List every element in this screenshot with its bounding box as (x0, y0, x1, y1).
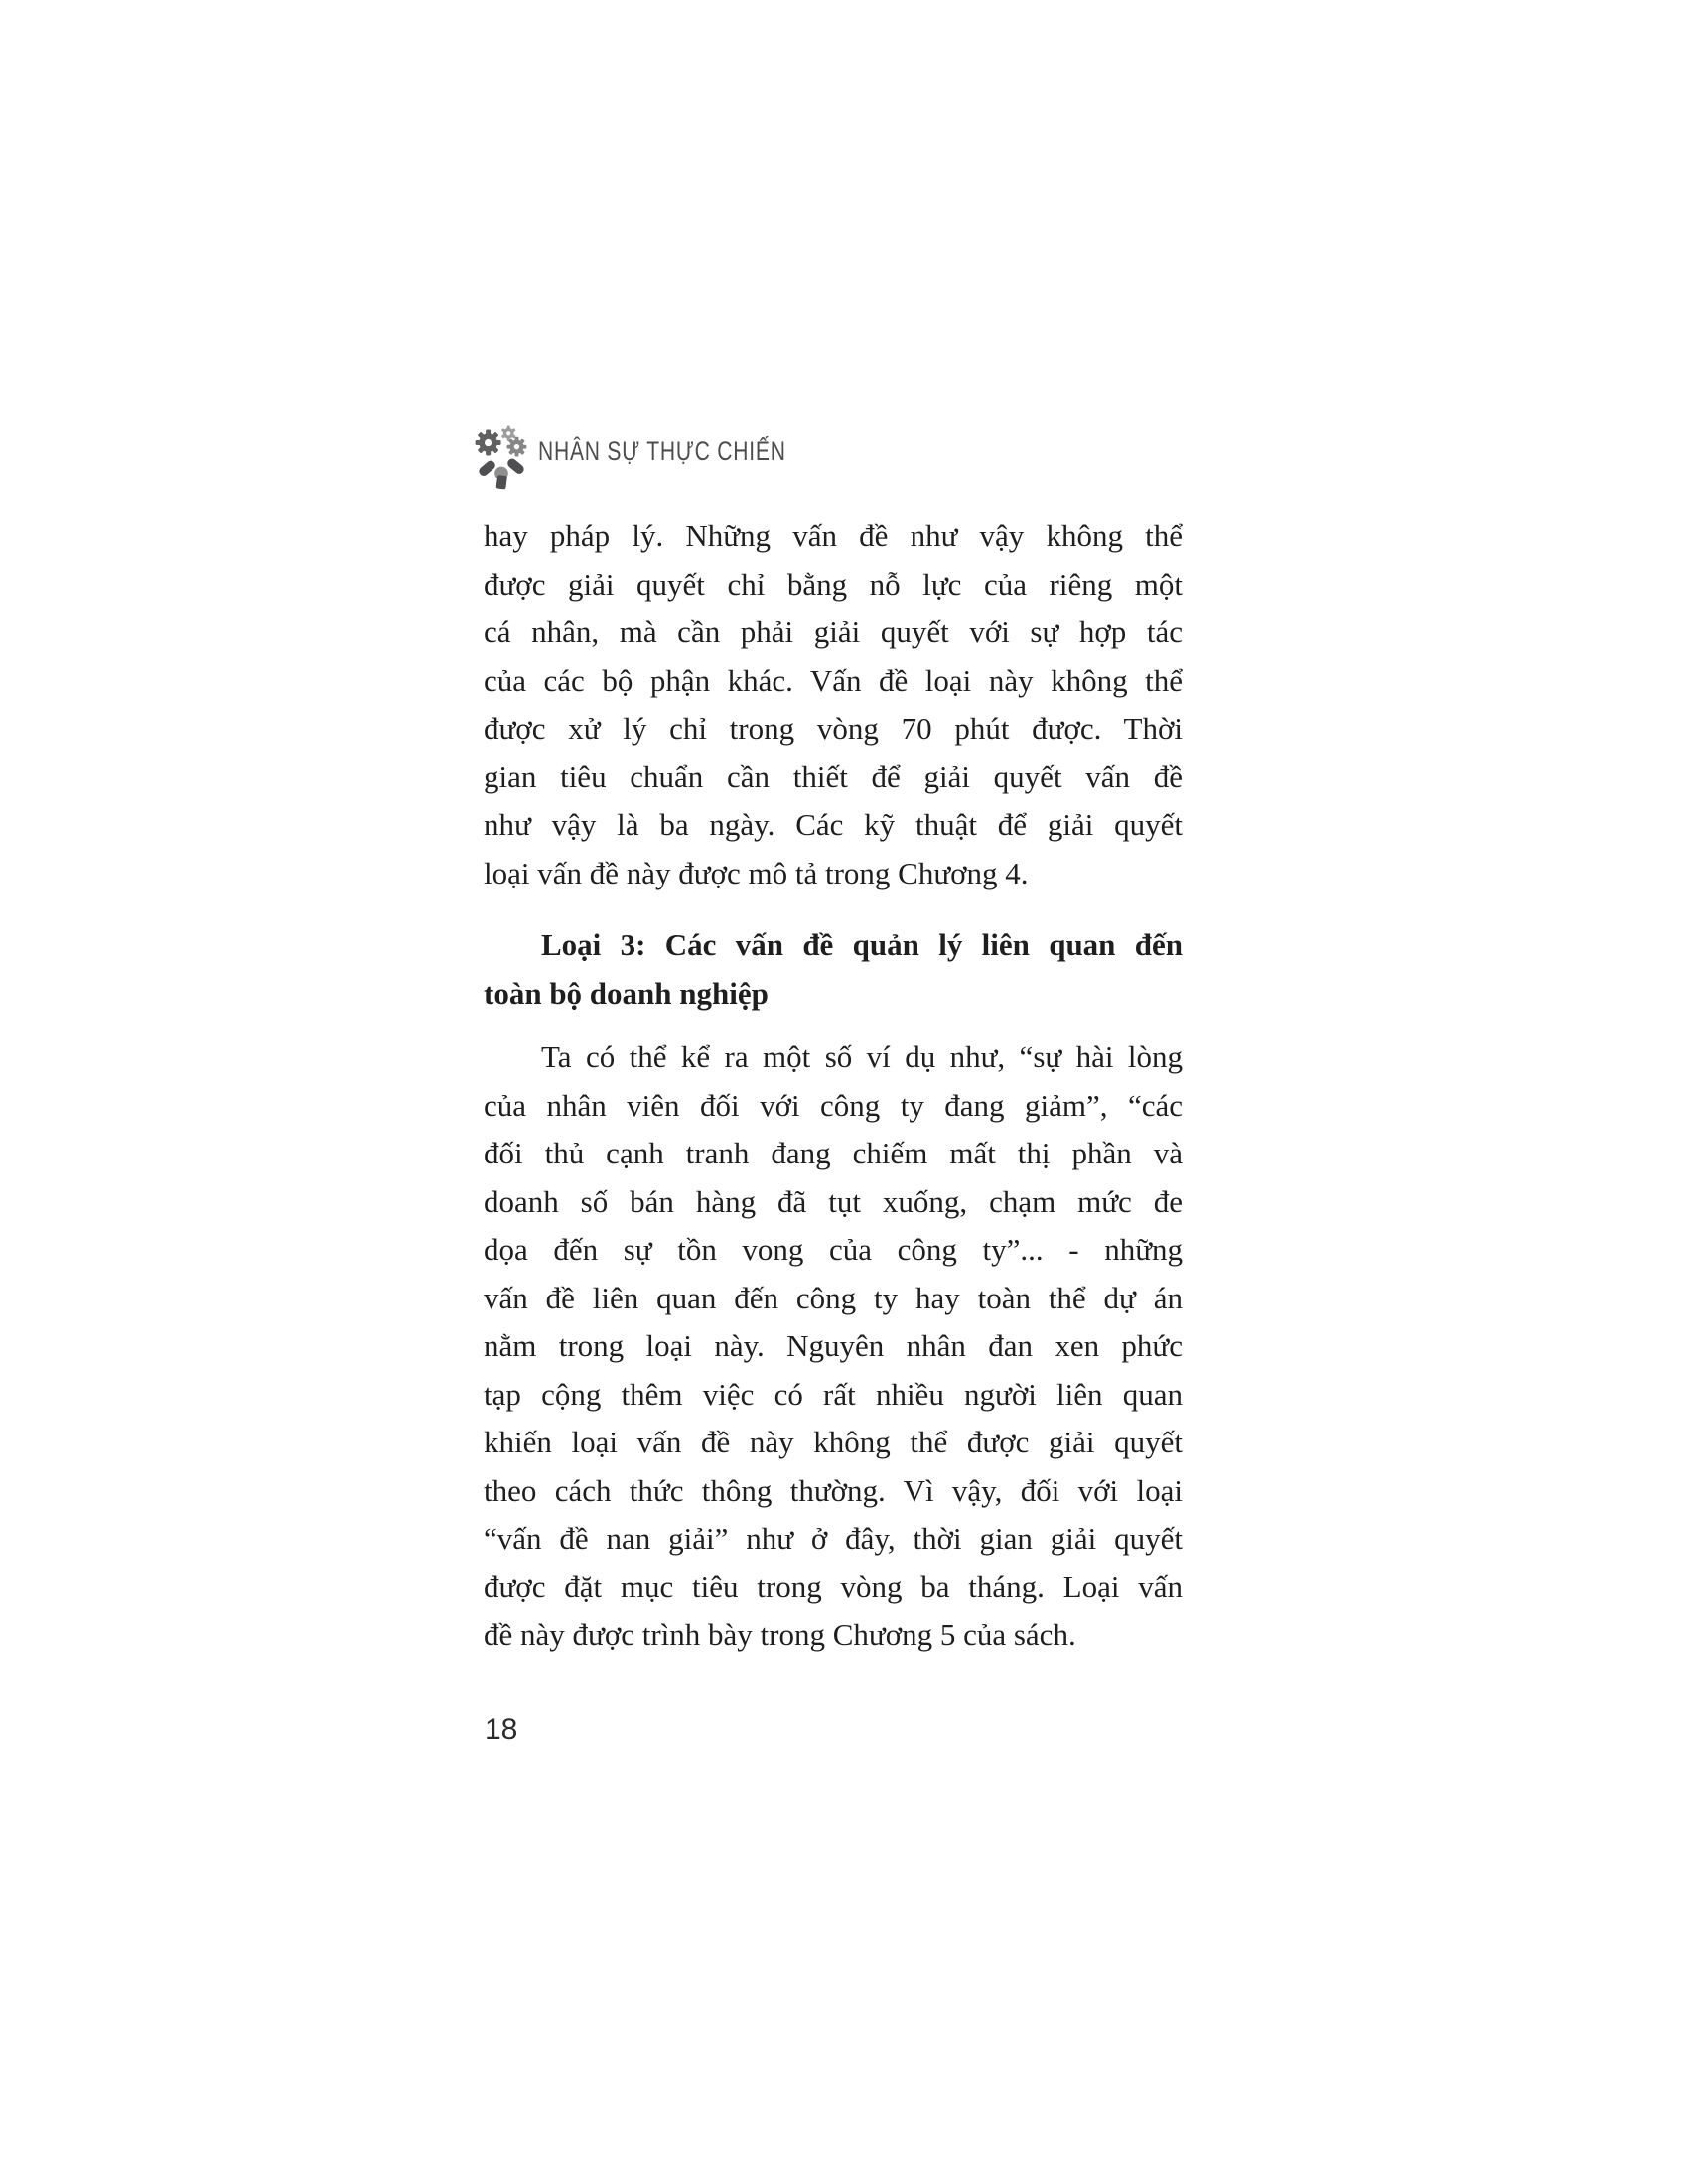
text-line: doanh số bán hàng đã tụt xuống, chạm mức đe (484, 1183, 1183, 1219)
text-line: của nhân viên đối với công ty đang giảm”, “các (484, 1087, 1183, 1123)
text-line: Ta có thể kể ra một số ví dụ như, “sự hài lòng (541, 1039, 1183, 1074)
text-line: đối thủ cạnh tranh đang chiếm mất thị phần và (484, 1136, 1183, 1170)
heading-line: toàn bộ doanh nghiệp (484, 975, 769, 1011)
text-line: “vấn đề nan giải” như ở đây, thời gian giải quyết (484, 1521, 1183, 1556)
page-number: 18 (485, 1713, 518, 1746)
text-line: vấn đề liên quan đến công ty hay toàn thể dự án (484, 1280, 1183, 1315)
text-line: được đặt mục tiêu trong vòng ba tháng. Loại vấn (484, 1569, 1183, 1604)
section-heading (484, 921, 1183, 1018)
text-line: theo cách thức thông thường. Vì vậy, đối với loại (484, 1472, 1183, 1508)
paragraph-2 (484, 1033, 1183, 1660)
text-line: hay pháp lý. Những vấn đề như vậy không thể (484, 518, 1183, 553)
text-line: dọa đến sự tồn vong của công ty”... - những (484, 1232, 1183, 1267)
gears-hand-logo-icon (474, 425, 529, 490)
text-line: gian tiêu chuẩn cần thiết để giải quyết vấn đề (484, 758, 1183, 794)
text-line: tạp cộng thêm việc có rất nhiều người liên quan (484, 1376, 1183, 1412)
heading-line: Loại 3: Các vấn đề quản lý liên quan đến (541, 927, 1183, 962)
text-line: được giải quyết chỉ bằng nỗ lực của riêng một (484, 566, 1183, 602)
text-line: được xử lý chỉ trong vòng 70 phút được. Thời (484, 711, 1183, 746)
text-line: cá nhân, mà cần phải giải quyết với sự hợp tác (484, 614, 1183, 649)
page-body (484, 512, 1183, 1660)
text-line: đề này được trình bày trong Chương 5 của sách. (484, 1617, 1076, 1652)
text-line: nằm trong loại này. Nguyên nhân đan xen phức (484, 1328, 1183, 1363)
text-line: loại vấn đề này được mô tả trong Chương 4. (484, 855, 1029, 890)
text-line: của các bộ phận khác. Vấn đề loại này không thể (484, 662, 1183, 698)
text-line: khiến loại vấn đề này không thể được giải quyết (484, 1425, 1183, 1459)
page-header (474, 424, 856, 491)
paragraph-1 (484, 512, 1183, 897)
brand-title: NHÂN SỰ THỰC CHIẾN (538, 435, 786, 466)
text-line: như vậy là ba ngày. Các kỹ thuật để giải quyết (484, 807, 1183, 842)
